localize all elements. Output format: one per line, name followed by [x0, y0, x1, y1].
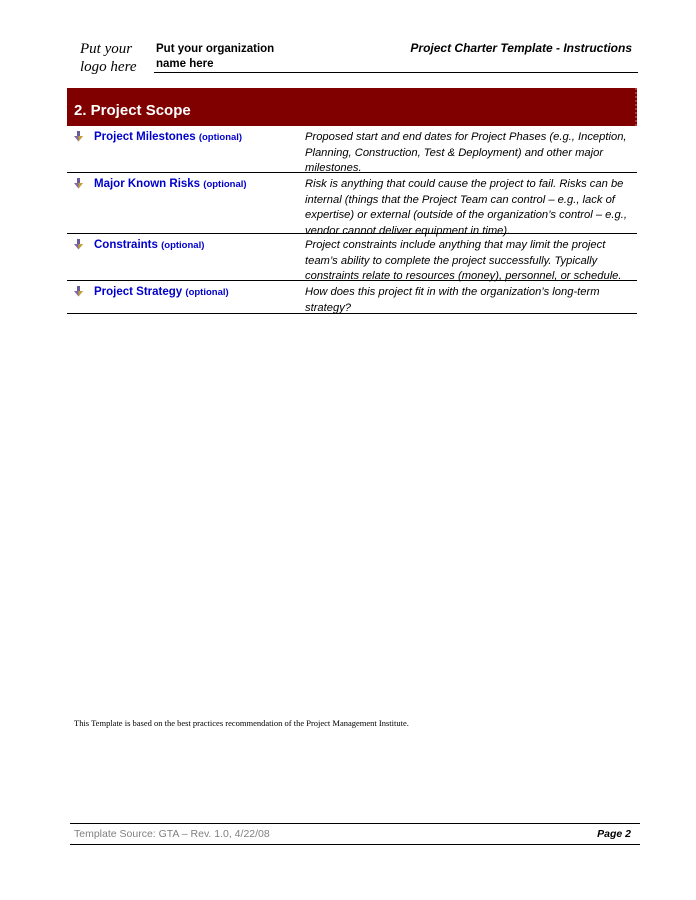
row-description: Risk is anything that could cause the project to fail. Risks can be internal (things that the Project Team can control – e.g., lack of expertise) or external (outside of the organization’s control – e.g., vendor cannot deliver equipment in time).: [305, 178, 627, 237]
header-divider: [154, 72, 638, 73]
down-arrow-bullet-icon: [73, 131, 84, 142]
row-description: Proposed start and end dates for Project Phases (e.g., Inception, Planning, Construction, Test & Deployment) and other major milestones.: [305, 131, 627, 175]
document-title: Project Charter Template - Instructions: [410, 41, 632, 55]
table-row-constraints: [67, 234, 637, 281]
row-label: [94, 239, 204, 251]
row-label-text: Major Known Risks: [94, 178, 201, 190]
section-title: 2. Project Scope: [74, 102, 191, 119]
row-label: [94, 178, 247, 190]
footer-source: Template Source: GTA – Rev. 1.0, 4/22/08: [74, 828, 270, 840]
org-line-2: name here: [156, 58, 214, 70]
table-row-milestones: [67, 126, 637, 173]
footer-divider-bottom: [70, 844, 640, 845]
row-label-text: Project Milestones: [94, 131, 196, 143]
optional-tag: (optional): [185, 287, 229, 298]
table-row-risks: [67, 173, 637, 237]
down-arrow-bullet-icon: [73, 286, 84, 297]
footer-divider-top: [70, 823, 640, 824]
optional-tag: (optional): [161, 240, 205, 251]
row-label-text: Project Strategy: [94, 286, 183, 298]
down-arrow-bullet-icon: [73, 178, 84, 189]
row-description: How does this project fit in with the organization’s long-term strategy?: [305, 286, 600, 314]
scope-table: [67, 126, 637, 314]
org-line-1: Put your organization: [156, 43, 275, 55]
organization-name: [156, 42, 316, 72]
section-banner: [67, 88, 637, 126]
logo-line-2: logo here: [80, 59, 137, 75]
footnote: This Template is based on the best practices recommendation of the Project Management Institute.: [74, 718, 409, 728]
optional-tag: (optional): [203, 179, 247, 190]
logo-placeholder: [80, 40, 150, 76]
optional-tag: (optional): [198, 132, 243, 143]
row-label: [94, 131, 242, 143]
table-row-strategy: [67, 281, 637, 314]
down-arrow-bullet-icon: [73, 239, 84, 250]
row-description: Project constraints include anything that may limit the project team’s ability to complete the project successfully. Typically constraints relate to resources (money), personnel, or schedule.: [305, 239, 622, 283]
row-label: [94, 286, 229, 298]
row-label-text: Constraints: [94, 239, 158, 251]
logo-line-1: Put your: [80, 41, 133, 57]
page-number: Page 2: [597, 828, 631, 840]
